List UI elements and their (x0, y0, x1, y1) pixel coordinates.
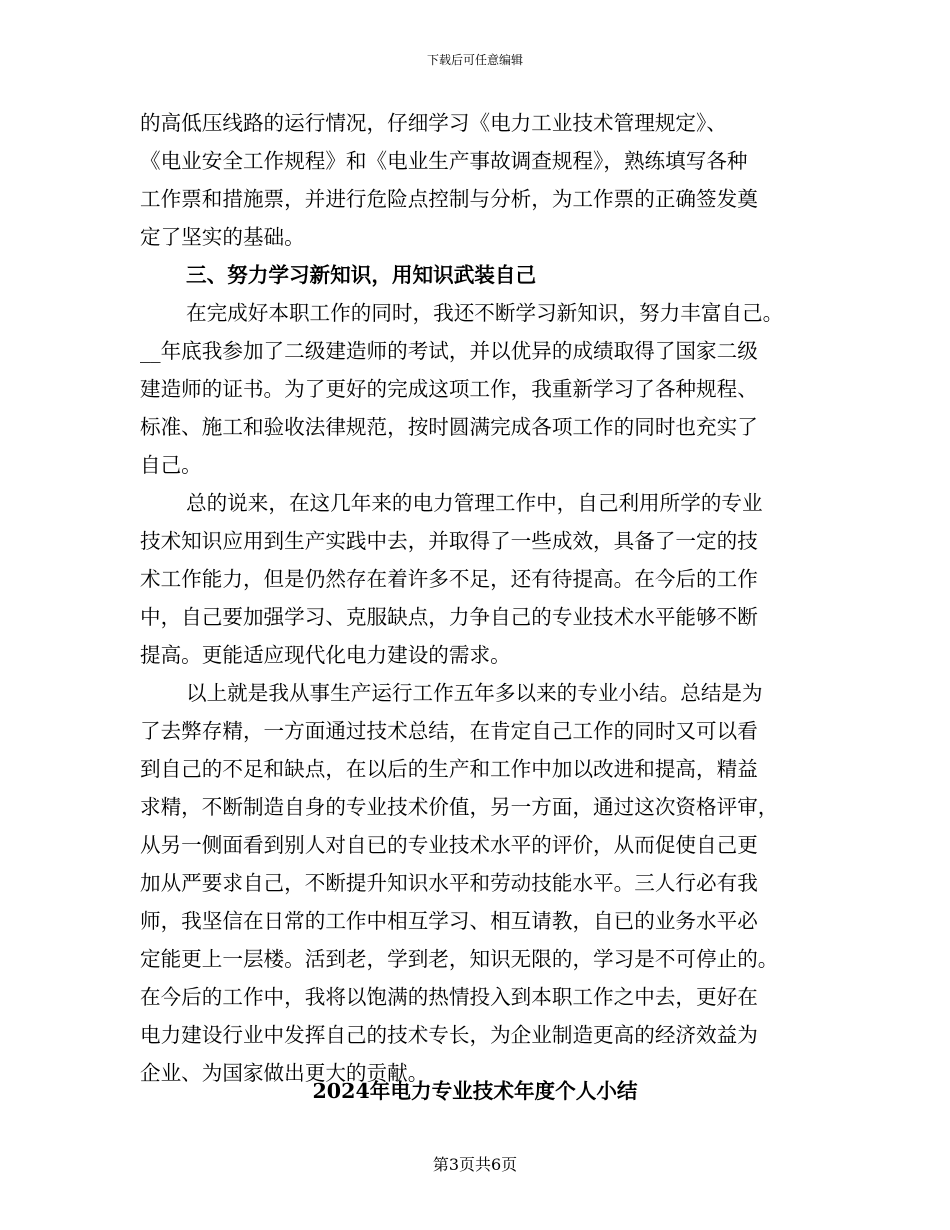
paragraph-line: 在今后的工作中，我将以饱满的热情投入到本职工作之中去，更好在 (140, 985, 758, 1009)
page-header: 下载后可任意编辑 (426, 53, 523, 67)
paragraph-line: 定了坚实的基础。 (140, 225, 305, 249)
paragraph-line: 中，自己要加强学习、克服缺点，力争自己的专业技术水平能够不断 (140, 605, 758, 629)
paragraph-line: 企业、为国家做出更大的贡献。 (140, 1061, 429, 1085)
paragraph-line: 总的说来，在这几年来的电力管理工作中，自己利用所学的专业 (186, 491, 763, 515)
paragraph-line: 提高。更能适应现代化电力建设的需求。 (140, 643, 511, 667)
paragraph-line: 从另一侧面看到别人对自已的专业技术水平的评价，从而促使自己更 (140, 833, 758, 857)
paragraph-line: 技术知识应用到生产实践中去，并取得了一些成效，具备了一定的技 (140, 529, 758, 553)
paragraph-line: __年底我参加了二级建造师的考试，并以优异的成绩取得了国家二级 (140, 339, 758, 363)
section-heading: 三、努力学习新知识，用知识武装自己 (186, 263, 537, 287)
paragraph-line: 术工作能力，但是仍然存在着许多不足，还有待提高。在今后的工作 (140, 567, 758, 591)
page-number: 第3页共6页 (432, 1155, 518, 1174)
paragraph-line: 标准、施工和验收法律规范，按时圆满完成各项工作的同时也充实了 (140, 415, 758, 439)
paragraph-line: 电力建设行业中发挥自己的技术专长，为企业制造更高的经济效益为 (140, 1023, 758, 1047)
paragraph-line: 工作票和措施票，并进行危险点控制与分析，为工作票的正确签发奠 (140, 187, 758, 211)
paragraph-line: 定能更上一层楼。活到老，学到老，知识无限的，学习是不可停止的。 (140, 947, 779, 971)
document-title: 2024年电力专业技术年度个人小结 (312, 1079, 638, 1103)
document-body (140, 104, 812, 1092)
paragraph-line: 了去弊存精，一方面通过技术总结，在肯定自己工作的同时又可以看 (140, 719, 758, 743)
paragraph-line: 自己。 (140, 453, 202, 477)
paragraph-line: 到自己的不足和缺点，在以后的生产和工作中加以改进和提高，精益 (140, 757, 758, 781)
paragraph-line: 的高低压线路的运行情况，仔细学习《电力工业技术管理规定》、 (140, 111, 727, 135)
paragraph-line: 《电业安全工作规程》和《电业生产事故调查规程》，熟练填写各种 (140, 149, 748, 173)
paragraph-line: 求精，不断制造自身的专业技术价值，另一方面，通过这次资格评审， (140, 795, 779, 819)
paragraph-line: 建造师的证书。为了更好的完成这项工作，我重新学习了各种规程、 (140, 377, 758, 401)
paragraph-line: 以上就是我从事生产运行工作五年多以来的专业小结。总结是为 (186, 681, 763, 705)
paragraph-line: 在完成好本职工作的同时，我还不断学习新知识，努力丰富自己。 (186, 301, 784, 325)
paragraph-line: 师，我坚信在日常的工作中相互学习、相互请教，自已的业务水平必 (140, 909, 758, 933)
paragraph-line: 加从严要求自己，不断提升知识水平和劳动技能水平。三人行必有我 (140, 871, 758, 895)
